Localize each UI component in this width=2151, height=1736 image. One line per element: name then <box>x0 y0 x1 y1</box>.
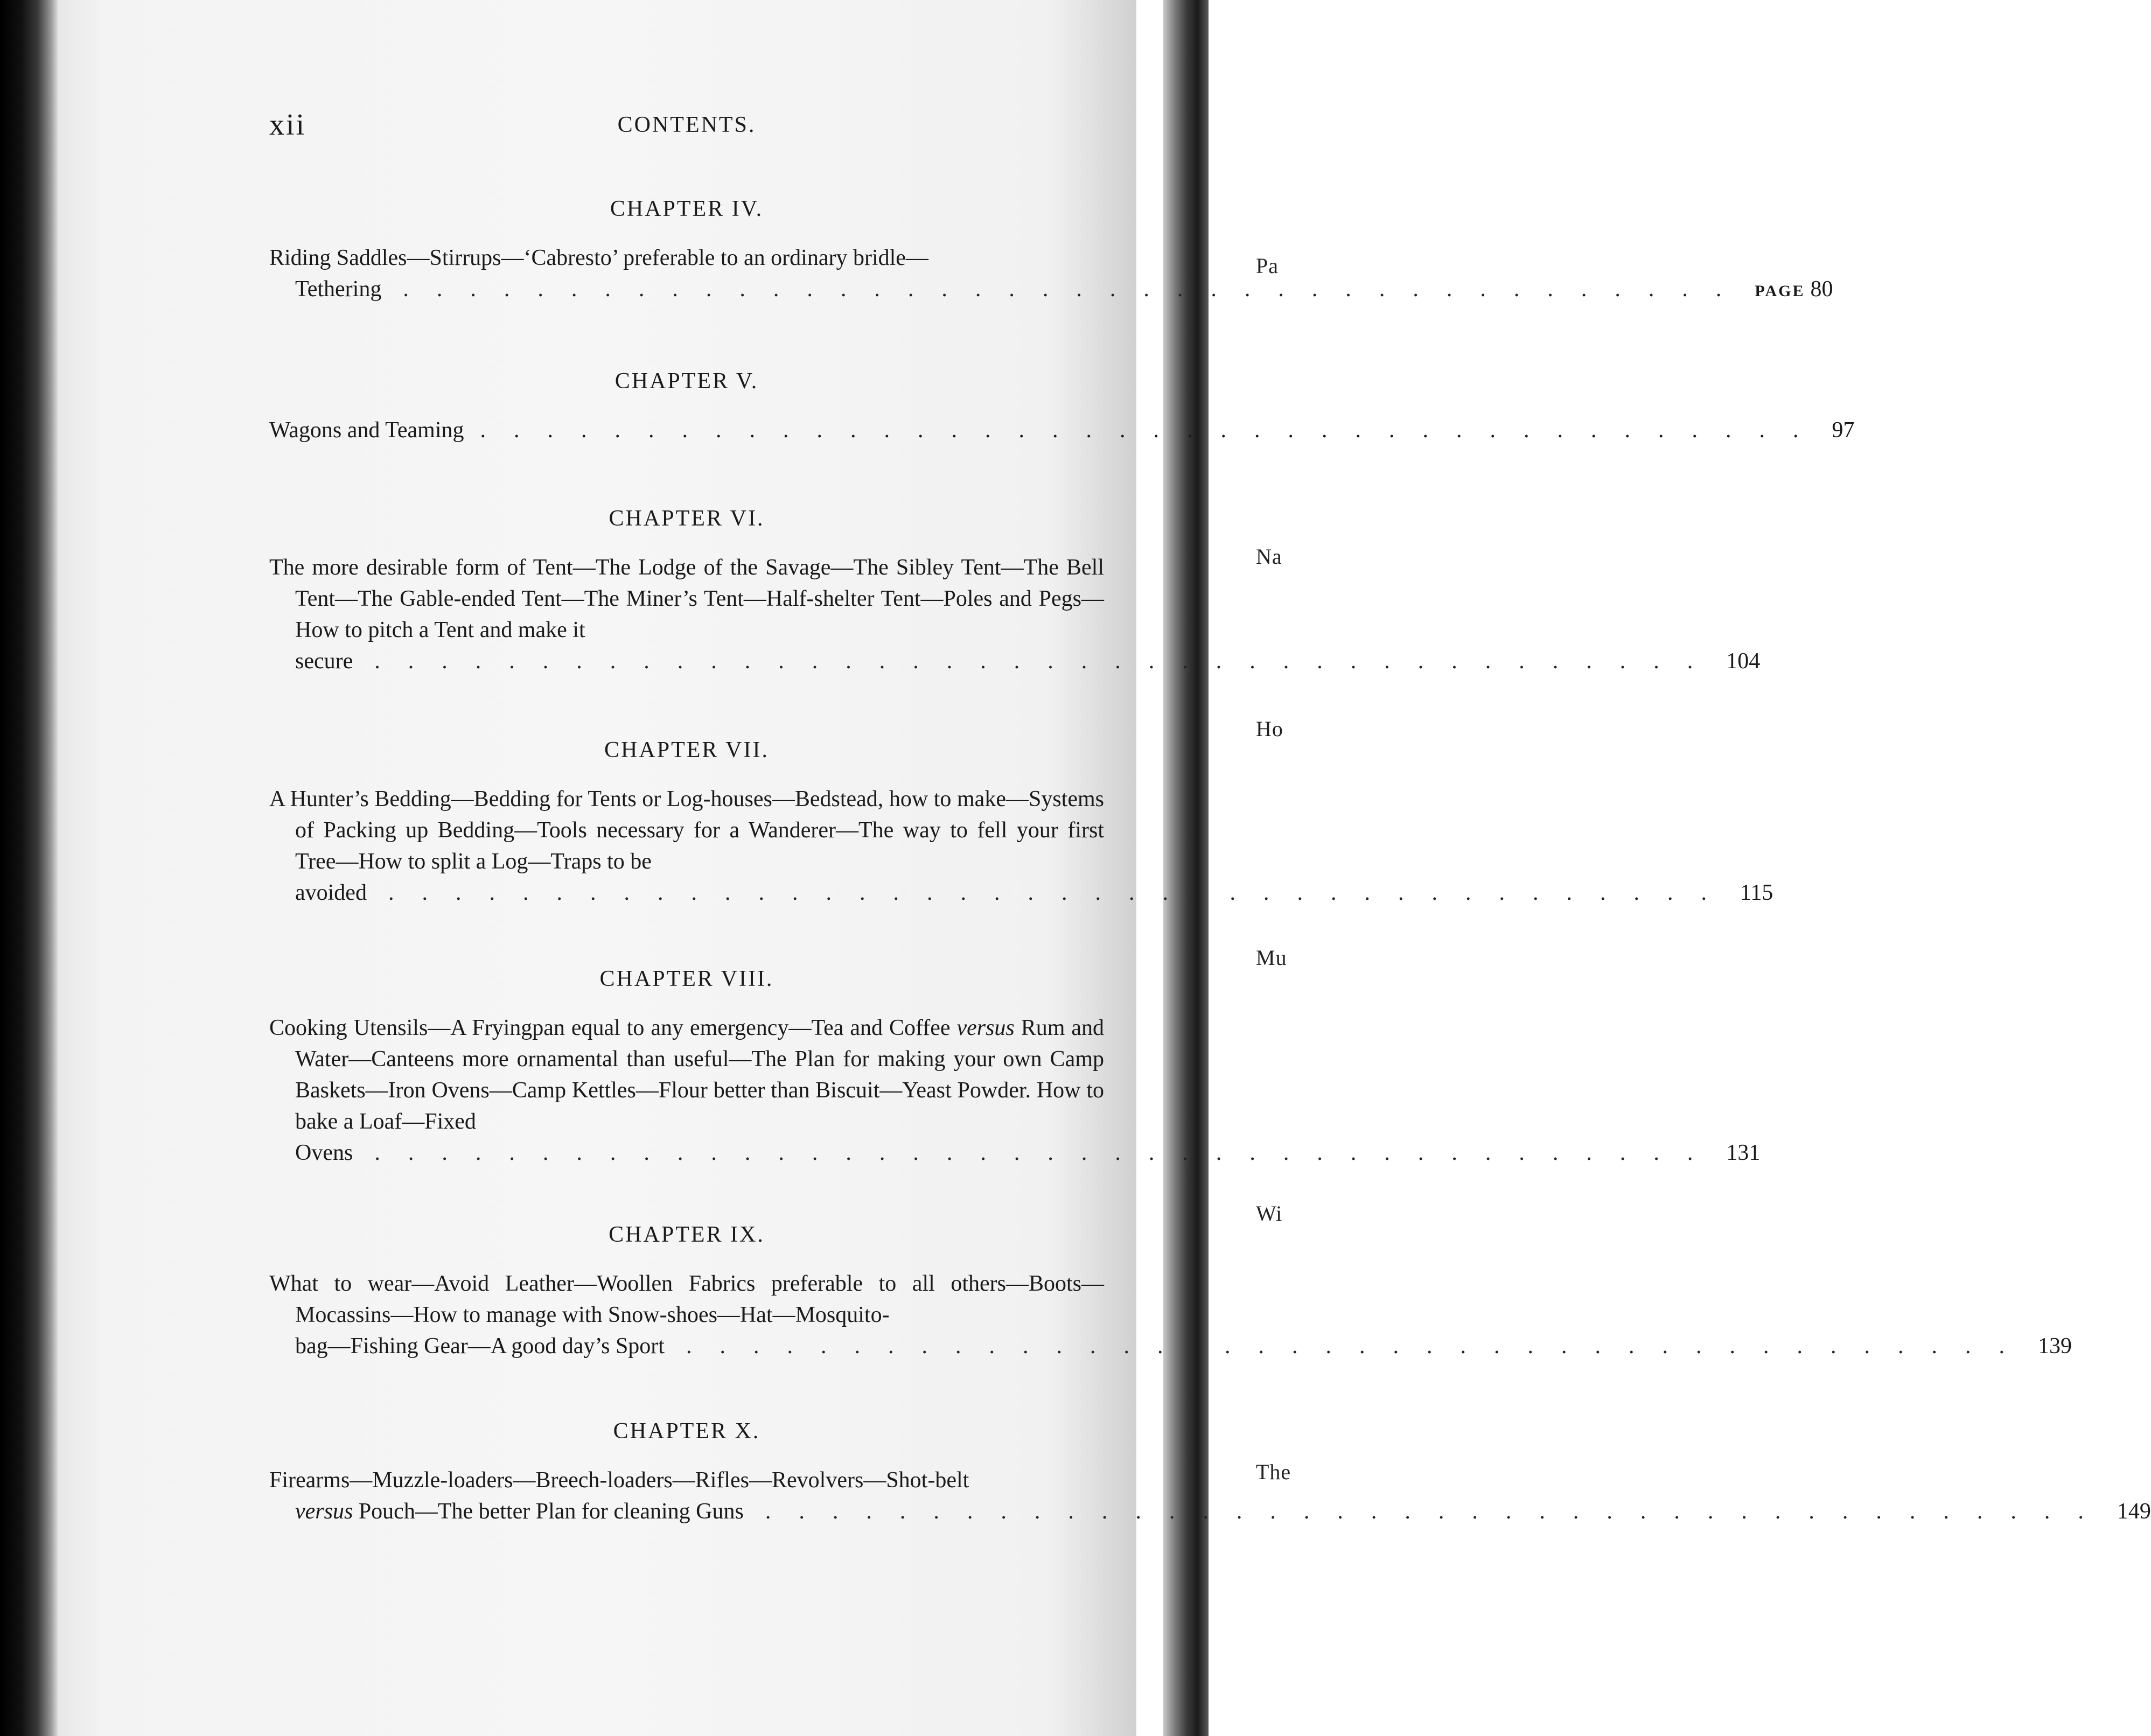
page-value: 80 <box>1810 277 1833 302</box>
chapter-heading: CHAPTER VII. <box>604 738 769 762</box>
page-number: 149 <box>2117 1499 2151 1524</box>
dot-leader: ........................................ <box>403 277 1750 302</box>
page-number: 115 <box>1740 880 1773 905</box>
chapter-ix <box>269 1220 2072 1362</box>
page-number: 104 <box>1726 649 1761 674</box>
entry-last-text: bag—Fishing Gear—A good day’s Sport <box>295 1334 665 1359</box>
toc-leader-line <box>269 274 1833 307</box>
page-number: 139 <box>2037 1334 2072 1359</box>
facing-fragment: Mu <box>1256 946 1287 970</box>
book-gutter <box>1163 0 1209 1736</box>
chapter-x <box>269 1416 2151 1527</box>
italic-word: versus <box>956 1016 1015 1040</box>
chapter-summary: The more desirable form of Tent—The Lodge of the Savage—The Sibley Tent—The Bell Tent—The Gable-ended Tent—The Miner’s Tent—Half-shelter Tent—Poles and Pegs—How to pitch a Tent and make it <box>269 555 1104 642</box>
dot-leader: ........................................ <box>388 880 1735 905</box>
page-title: CONTENTS. <box>617 113 756 137</box>
facing-fragment: Pa <box>1256 254 1279 278</box>
toc-leader-line <box>269 415 1855 446</box>
dot-leader: ........................................ <box>374 649 1721 674</box>
chapter-iv <box>269 194 1833 307</box>
entry-last-text: Ovens <box>295 1140 353 1165</box>
italic-word: versus <box>295 1499 353 1524</box>
chapter-summary: What to wear—Avoid Leather—Woollen Fabrics preferable to all others—Boots—Mocassins—How to manage with Snow-shoes—Hat—Mosquito- <box>269 1271 1104 1327</box>
page-folio: xii <box>269 108 306 142</box>
chapter-heading: CHAPTER VIII. <box>599 967 774 991</box>
summary-part: Cooking Utensils—A Fryingpan equal to any emergency—Tea and Coffee <box>269 1016 957 1040</box>
toc-leader-line <box>269 1137 1761 1168</box>
summary-part: Rum and Water—Canteens more ornamental than useful—The Plan for making your own Camp Baskets—Iron Ovens—Camp Kettles—Flour better than Biscuit—Yeast Powder. How to bake a Loaf—Fixed <box>295 1016 1105 1134</box>
page-number: 97 <box>1832 418 1855 443</box>
entry-last-text: Wagons and Teaming <box>269 418 464 443</box>
chapter-heading: CHAPTER IV. <box>610 197 764 221</box>
dot-leader: ........................................ <box>374 1140 1721 1165</box>
page-number: 131 <box>1726 1140 1761 1165</box>
chapter-heading: CHAPTER IX. <box>609 1222 765 1247</box>
chapter-summary: A Hunter’s Bedding—Bedding for Tents or Log-houses—Bedstead, how to make—Systems of Packing up Bedding—Tools necessary for a Wanderer—The way to fell your first Tree—How to split a Log—Traps to be <box>269 787 1104 874</box>
facing-fragment: Na <box>1256 544 1282 569</box>
toc-leader-line <box>269 1331 2072 1362</box>
dot-leader: ........................................ <box>765 1499 2112 1524</box>
summary-part: Pouch—The better Plan for cleaning Guns <box>353 1499 744 1524</box>
entry-last-text: secure <box>295 649 353 674</box>
toc-leader-line <box>269 1496 2151 1527</box>
chapter-summary: Firearms—Muzzle-loaders—Breech-loaders—Rifles—Revolvers—Shot-belt <box>269 1468 969 1493</box>
toc-leader-line <box>269 646 1761 677</box>
page-label: PAGE <box>1755 282 1805 300</box>
facing-fragment: The <box>1256 1460 1291 1484</box>
chapter-summary: Riding Saddles—Stirrups—‘Cabresto’ preferable to an ordinary bridle— <box>269 246 928 270</box>
scan-left-edge <box>0 0 59 1736</box>
chapter-heading: CHAPTER V. <box>614 369 759 394</box>
facing-fragment: Ho <box>1256 717 1283 741</box>
chapter-heading: CHAPTER X. <box>613 1419 760 1444</box>
facing-fragment: Wi <box>1256 1201 1283 1226</box>
chapter-summary <box>269 1012 1104 1137</box>
entry-last-text: avoided <box>295 880 367 905</box>
dot-leader: ........................................ <box>480 418 1827 443</box>
chapter-v <box>269 366 1855 446</box>
chapter-vii <box>269 735 1773 908</box>
dot-leader: ........................................ <box>686 1334 2033 1359</box>
chapter-viii <box>269 964 1761 1168</box>
chapter-heading: CHAPTER VI. <box>609 506 765 531</box>
entry-last-text: Tethering <box>295 277 382 302</box>
page-number <box>1749 274 1833 307</box>
entry-last-text <box>295 1496 744 1527</box>
facing-page-fragment <box>1209 0 1291 1736</box>
running-head <box>269 108 1104 140</box>
toc-leader-line <box>269 877 1773 908</box>
